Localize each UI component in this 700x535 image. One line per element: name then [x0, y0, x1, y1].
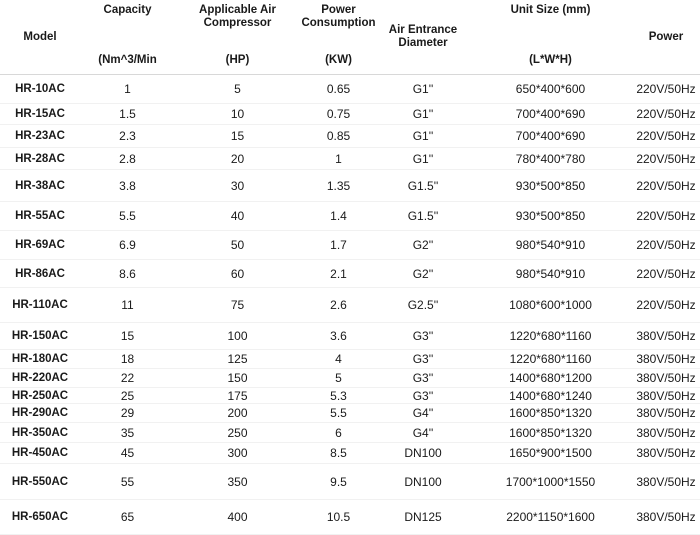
header-model: Model — [23, 30, 57, 43]
row-power-consumption: 0.85 — [326, 129, 351, 143]
row-unit-size: 980*540*910 — [515, 238, 586, 252]
row-power-consumption: 3.6 — [330, 329, 347, 343]
row-power-consumption: 1 — [335, 151, 342, 166]
row-compressor-hp: 75 — [230, 298, 245, 312]
row-unit-size: 980*540*910 — [515, 266, 586, 281]
table-row — [0, 423, 700, 443]
header-power-consumption-unit: (KW) — [325, 53, 352, 66]
row-capacity: 29 — [120, 406, 135, 420]
row-compressor-hp: 350 — [227, 474, 248, 489]
row-model: HR-350AC — [11, 426, 69, 439]
row-power: 220V/50Hz — [636, 266, 696, 281]
row-unit-size: 1080*600*1000 — [509, 298, 592, 312]
row-power: 220V/50Hz — [636, 178, 696, 193]
row-model: HR-38AC — [15, 179, 65, 192]
row-capacity: 35 — [120, 425, 135, 440]
row-capacity: 25 — [120, 388, 135, 403]
row-model: HR-86AC — [15, 267, 65, 280]
row-power: 380V/50Hz — [636, 425, 696, 440]
row-power-consumption: 0.65 — [326, 82, 351, 96]
row-capacity: 2.3 — [119, 129, 136, 143]
row-model: HR-290AC — [11, 407, 69, 419]
row-air-entrance: G2.5'' — [407, 298, 439, 312]
row-power-consumption: 6 — [335, 425, 342, 440]
row-capacity: 22 — [120, 371, 135, 385]
table-row — [0, 288, 700, 323]
table-row — [0, 202, 700, 231]
row-model: HR-220AC — [11, 372, 69, 384]
row-power-consumption: 2.6 — [330, 298, 347, 312]
table-row — [0, 369, 700, 388]
row-air-entrance: G4'' — [412, 425, 434, 440]
row-unit-size: 930*500*850 — [515, 209, 586, 223]
row-capacity: 3.8 — [119, 178, 136, 193]
table-row — [0, 148, 700, 170]
table-row — [0, 125, 700, 148]
row-capacity: 6.9 — [119, 238, 136, 252]
row-unit-size: 780*400*780 — [515, 151, 586, 166]
row-power-consumption: 1.7 — [330, 238, 347, 252]
header-power-consumption: Power Consumption — [301, 4, 376, 29]
table-row — [0, 388, 700, 404]
row-power-consumption: 2.1 — [330, 266, 347, 281]
row-power: 380V/50Hz — [636, 406, 696, 420]
row-compressor-hp: 20 — [230, 151, 245, 166]
row-capacity: 45 — [120, 446, 135, 460]
header-power: Power — [648, 30, 684, 43]
row-power: 220V/50Hz — [636, 129, 696, 143]
row-power: 220V/50Hz — [636, 107, 696, 121]
header-air-entrance: Air Entrance Diameter — [388, 24, 458, 49]
row-capacity: 2.8 — [119, 151, 136, 166]
row-power-consumption: 5 — [335, 371, 342, 385]
row-air-entrance: DN100 — [404, 474, 442, 489]
row-capacity: 18 — [120, 352, 135, 366]
row-air-entrance: G2'' — [412, 266, 434, 281]
row-air-entrance: G1.5'' — [407, 209, 439, 223]
row-power: 380V/50Hz — [636, 510, 696, 524]
row-capacity: 55 — [120, 474, 135, 489]
row-air-entrance: DN125 — [404, 510, 442, 524]
header-unit-size-dims: (L*W*H) — [529, 53, 572, 66]
row-unit-size: 700*400*690 — [515, 129, 586, 143]
row-compressor-hp: 60 — [230, 266, 245, 281]
row-model: HR-55AC — [15, 210, 65, 222]
row-unit-size: 1220*680*1160 — [509, 352, 592, 366]
row-power: 220V/50Hz — [636, 209, 696, 223]
row-compressor-hp: 40 — [230, 209, 245, 223]
row-air-entrance: G1'' — [412, 151, 434, 166]
header-capacity-unit: (Nm^3/Min — [98, 53, 157, 66]
row-unit-size: 700*400*690 — [515, 107, 586, 121]
row-air-entrance: G1'' — [412, 82, 434, 96]
table-row — [0, 75, 700, 104]
row-unit-size: 1650*900*1500 — [509, 446, 592, 460]
row-model: HR-150AC — [11, 330, 69, 342]
row-unit-size: 1600*850*1320 — [509, 406, 592, 420]
row-compressor-hp: 30 — [230, 178, 245, 193]
row-power: 220V/50Hz — [636, 151, 696, 166]
row-air-entrance: G1.5'' — [407, 178, 439, 193]
row-power: 220V/50Hz — [636, 238, 696, 252]
header-compressor: Applicable Air Compressor — [199, 4, 276, 29]
row-air-entrance: G1'' — [412, 107, 434, 121]
row-unit-size: 1400*680*1240 — [509, 388, 592, 403]
row-air-entrance: G1'' — [412, 129, 434, 143]
row-power-consumption: 8.5 — [330, 446, 347, 460]
row-unit-size: 1700*1000*1550 — [505, 474, 596, 489]
row-air-entrance: G3'' — [412, 388, 434, 403]
row-model: HR-10AC — [15, 83, 65, 95]
row-model: HR-28AC — [15, 152, 65, 165]
row-air-entrance: G3'' — [412, 352, 434, 366]
row-model: HR-69AC — [15, 239, 65, 251]
row-power: 220V/50Hz — [636, 298, 696, 312]
row-compressor-hp: 250 — [227, 425, 248, 440]
row-capacity: 8.6 — [119, 266, 136, 281]
row-air-entrance: DN100 — [404, 446, 442, 460]
row-model: HR-550AC — [11, 475, 69, 488]
table-row — [0, 231, 700, 260]
row-model: HR-15AC — [15, 108, 65, 120]
row-air-entrance: G3'' — [412, 371, 434, 385]
table-row — [0, 350, 700, 369]
row-compressor-hp: 10 — [230, 107, 245, 121]
table-row — [0, 443, 700, 464]
table-header — [0, 0, 700, 75]
row-unit-size: 930*500*850 — [515, 178, 586, 193]
table-row — [0, 170, 700, 202]
row-unit-size: 1400*680*1200 — [509, 371, 592, 385]
header-capacity: Capacity — [103, 4, 152, 16]
table-body — [0, 75, 700, 535]
table-row — [0, 104, 700, 125]
table-row — [0, 323, 700, 350]
row-air-entrance: G4'' — [412, 406, 434, 420]
row-compressor-hp: 50 — [230, 238, 245, 252]
table-row — [0, 500, 700, 535]
row-air-entrance: G2'' — [412, 238, 434, 252]
row-compressor-hp: 400 — [227, 510, 248, 524]
table-row — [0, 404, 700, 423]
row-capacity: 11 — [121, 298, 134, 312]
row-model: HR-180AC — [11, 353, 69, 365]
row-power: 380V/50Hz — [636, 446, 696, 460]
row-model: HR-110AC — [12, 299, 68, 311]
row-power: 380V/50Hz — [636, 474, 696, 489]
row-power-consumption: 5.5 — [330, 406, 347, 420]
table-row — [0, 260, 700, 288]
row-unit-size: 650*400*600 — [515, 82, 586, 96]
row-compressor-hp: 175 — [227, 388, 248, 403]
row-capacity: 1.5 — [119, 107, 136, 121]
row-power-consumption: 1.4 — [330, 209, 347, 223]
row-unit-size: 1220*680*1160 — [509, 329, 592, 343]
row-compressor-hp: 300 — [227, 446, 248, 460]
row-power-consumption: 9.5 — [330, 474, 347, 489]
row-power-consumption: 10.5 — [326, 510, 351, 524]
row-power-consumption: 5.3 — [330, 388, 347, 403]
row-model: HR-650AC — [11, 511, 69, 523]
row-model: HR-450AC — [11, 447, 69, 459]
row-power: 380V/50Hz — [636, 371, 696, 385]
row-unit-size: 2200*1150*1600 — [506, 510, 595, 524]
row-compressor-hp: 100 — [227, 329, 248, 343]
row-power-consumption: 4 — [335, 352, 342, 366]
row-compressor-hp: 5 — [234, 82, 241, 96]
row-compressor-hp: 200 — [227, 406, 248, 420]
row-unit-size: 1600*850*1320 — [509, 425, 592, 440]
row-power: 380V/50Hz — [636, 388, 696, 403]
row-capacity: 5.5 — [119, 209, 136, 223]
row-air-entrance: G3'' — [412, 329, 434, 343]
row-compressor-hp: 150 — [227, 371, 248, 385]
table-row — [0, 464, 700, 500]
row-model: HR-23AC — [15, 130, 65, 142]
row-model: HR-250AC — [11, 389, 69, 402]
header-compressor-unit: (HP) — [225, 53, 250, 66]
row-power-consumption: 1.35 — [326, 178, 351, 193]
row-power: 380V/50Hz — [636, 329, 696, 343]
row-power-consumption: 0.75 — [326, 107, 351, 121]
row-capacity: 1 — [124, 82, 131, 96]
row-capacity: 65 — [120, 510, 135, 524]
row-power: 220V/50Hz — [636, 82, 696, 96]
row-compressor-hp: 15 — [230, 129, 245, 143]
header-unit-size: Unit Size (mm) — [510, 4, 591, 16]
row-capacity: 15 — [120, 329, 135, 343]
row-compressor-hp: 125 — [227, 352, 248, 366]
row-power: 380V/50Hz — [636, 352, 696, 366]
